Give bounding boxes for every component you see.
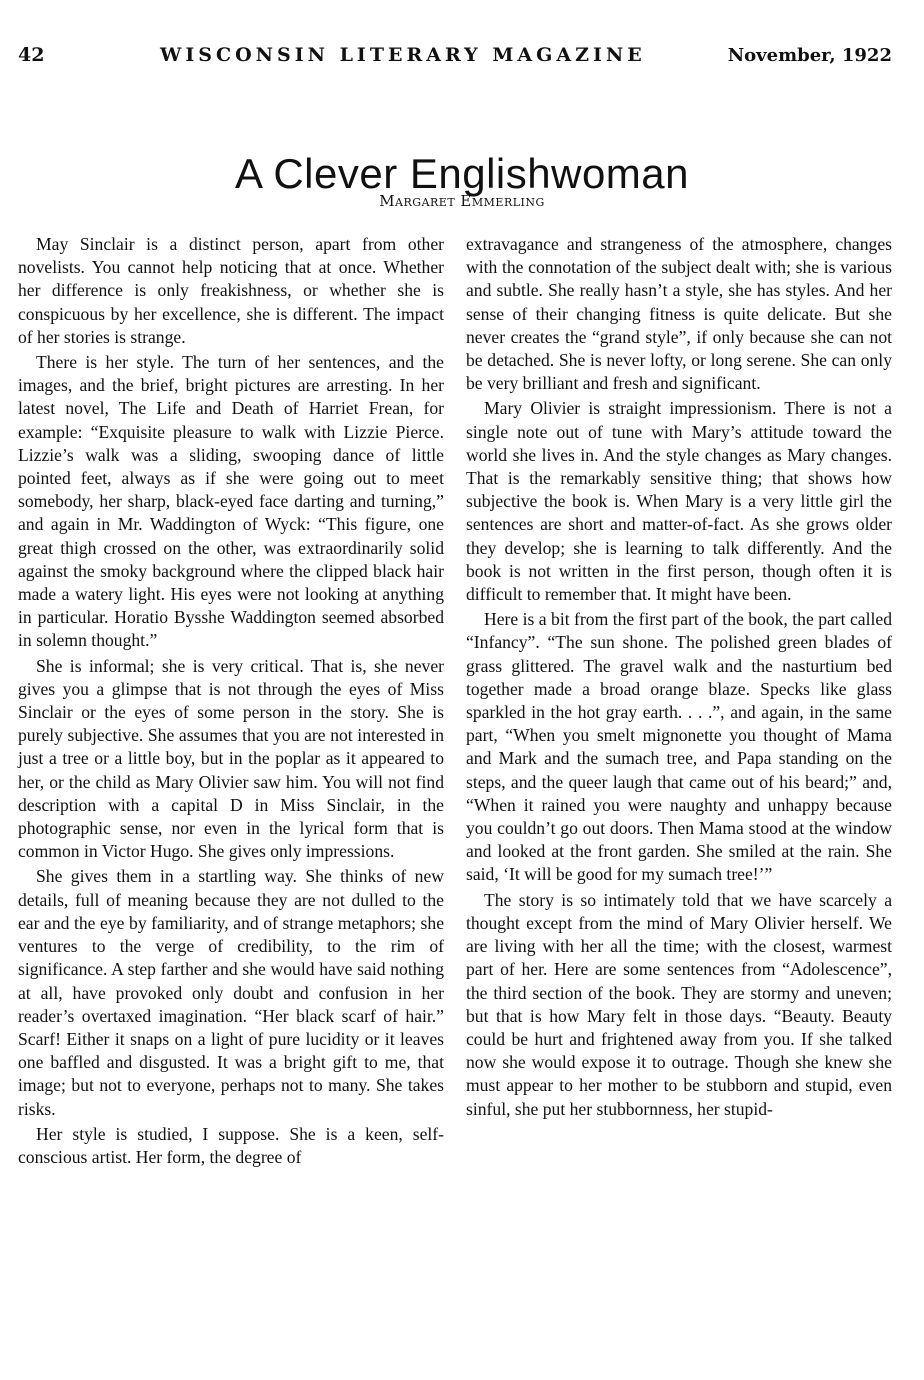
paragraph: extravagance and strangeness of the atmosphere, changes with the connotation of the subject dealt with; she is various and subtle. She really hasn’t a style, she has styles. And her sense of their changing fitness is quite delicate. But she never creates the “grand style”, if only because she can not be detached. She is never lofty, or long serene. She can only be very brilliant and fresh and significant. (466, 234, 892, 394)
article-author: Margaret Emmerling (379, 192, 545, 210)
paragraph: She is informal; she is very critical. That is, she never gives you a glimpse that is not through the eyes of Miss Sinclair or the eyes of some person in the story. She is purely subjective. She assumes that you are not interested in just a tree or a little boy, but in the poplar as it appeared to her, or the child as Mary Olivier saw him. You will not find description with a capital D in Miss Sinclair, in the photographic sense, nor even in the lyrical form that is common in Victor Hugo. She gives only impressions. (18, 655, 444, 862)
paragraph: Here is a bit from the first part of the book, the part called “Infancy”. “The sun shone. The polished green blades of grass glittered. The gravel walk and the nasturtium bed together made a broad orange blaze. Specks like glass sparkled in the hot gray earth. . . .”, and again, in the same part, “When you smelt mignonette you thought of Mama and Mark and the sumach tree, and Papa standing on the steps, and the queer laugh that came out of his beard;” and, “When it rained you were naughty and unhappy because you couldn’t go out doors. Then Mama stood at the window and looked at the front garden. She smiled at the rain. She said, ‘It will be good for my sumach tree!’” (466, 609, 892, 885)
running-header (18, 40, 892, 70)
paragraph: She gives them in a startling way. She thinks of new details, full of meaning because they are not dulled to the ear and the eye by familiarity, and of strange metaphors; she ventures to the verge of credibility, to the rim of significance. A step farther and she would have said nothing at all, have provoked only doubt and confusion in her reader’s overtaxed imagination. “Her black scarf of hair.” Scarf! Either it snaps on a light of pure lucidity or it leaves one baffled and disgusted. It was a bright gift to me, that image; but not to everyone, perhaps not to many. She takes risks. (18, 866, 444, 1119)
right-column (466, 233, 892, 1121)
paragraph: The story is so intimately told that we have scarcely a thought except from the mind of Mary Olivier herself. We are living with her all the time; with the closest, warmest part of her. Here are some sentences from “Adolescence”, the third section of the book. They are stormy and uneven; but that is how Mary felt in those days. “Beauty. Beauty could be hurt and frightened away from you. If she talked now she would expose it to outrage. Though she knew she must appear to her mother to be stubborn and stupid, even sinful, she put her stubbornness, her stupid- (466, 889, 892, 1119)
issue-date: November, 1922 (727, 44, 892, 66)
article-title: A Clever Englishwoman (234, 150, 690, 198)
magazine-title: WISCONSIN LITERARY MAGAZINE (160, 44, 646, 66)
left-column (18, 233, 444, 1169)
paragraph: There is her style. The turn of her sentences, and the images, and the brief, bright pictures are arresting. In her latest novel, The Life and Death of Harriet Frean, for example: “Exquisite pleasure to walk with Lizzie Pierce. Lizzie’s walk was a sliding, swooping dance of little pointed feet, always as if she were going out to meet somebody, her sharp, black-eyed face darting and turning,” and again in Mr. Waddington of Wyck: “This figure, one great thigh crossed on the other, was extraordinarily solid against the smoky background where the clipped black hair made a watery light. His eyes were not looking at anything in particular. Horatio Bysshe Waddington seemed absorbed in solemn thought.” (18, 352, 444, 651)
paragraph: Mary Olivier is straight impressionism. There is not a single note out of tune with Mary’s attitude toward the world she lives in. And the style changes as Mary changes. That is the remarkably sensitive thing; that shows how subjective the book is. When Mary is a very little girl the sentences are short and matter-of-fact. As she grows older they develop; she is learning to talk differently. And the book is not written in the first person, though often it is difficult to remember that. It might have been. (466, 398, 892, 605)
page-number: 42 (18, 44, 45, 66)
paragraph: May Sinclair is a distinct person, apart from other novelists. You cannot help noticing that at once. Whether her difference is only freakishness, or whether she is conspicuous by her excellence, she is different. The impact of her stories is strange. (18, 234, 444, 347)
paragraph: Her style is studied, I suppose. She is a keen, self-conscious artist. Her form, the degree of (18, 1123, 444, 1167)
